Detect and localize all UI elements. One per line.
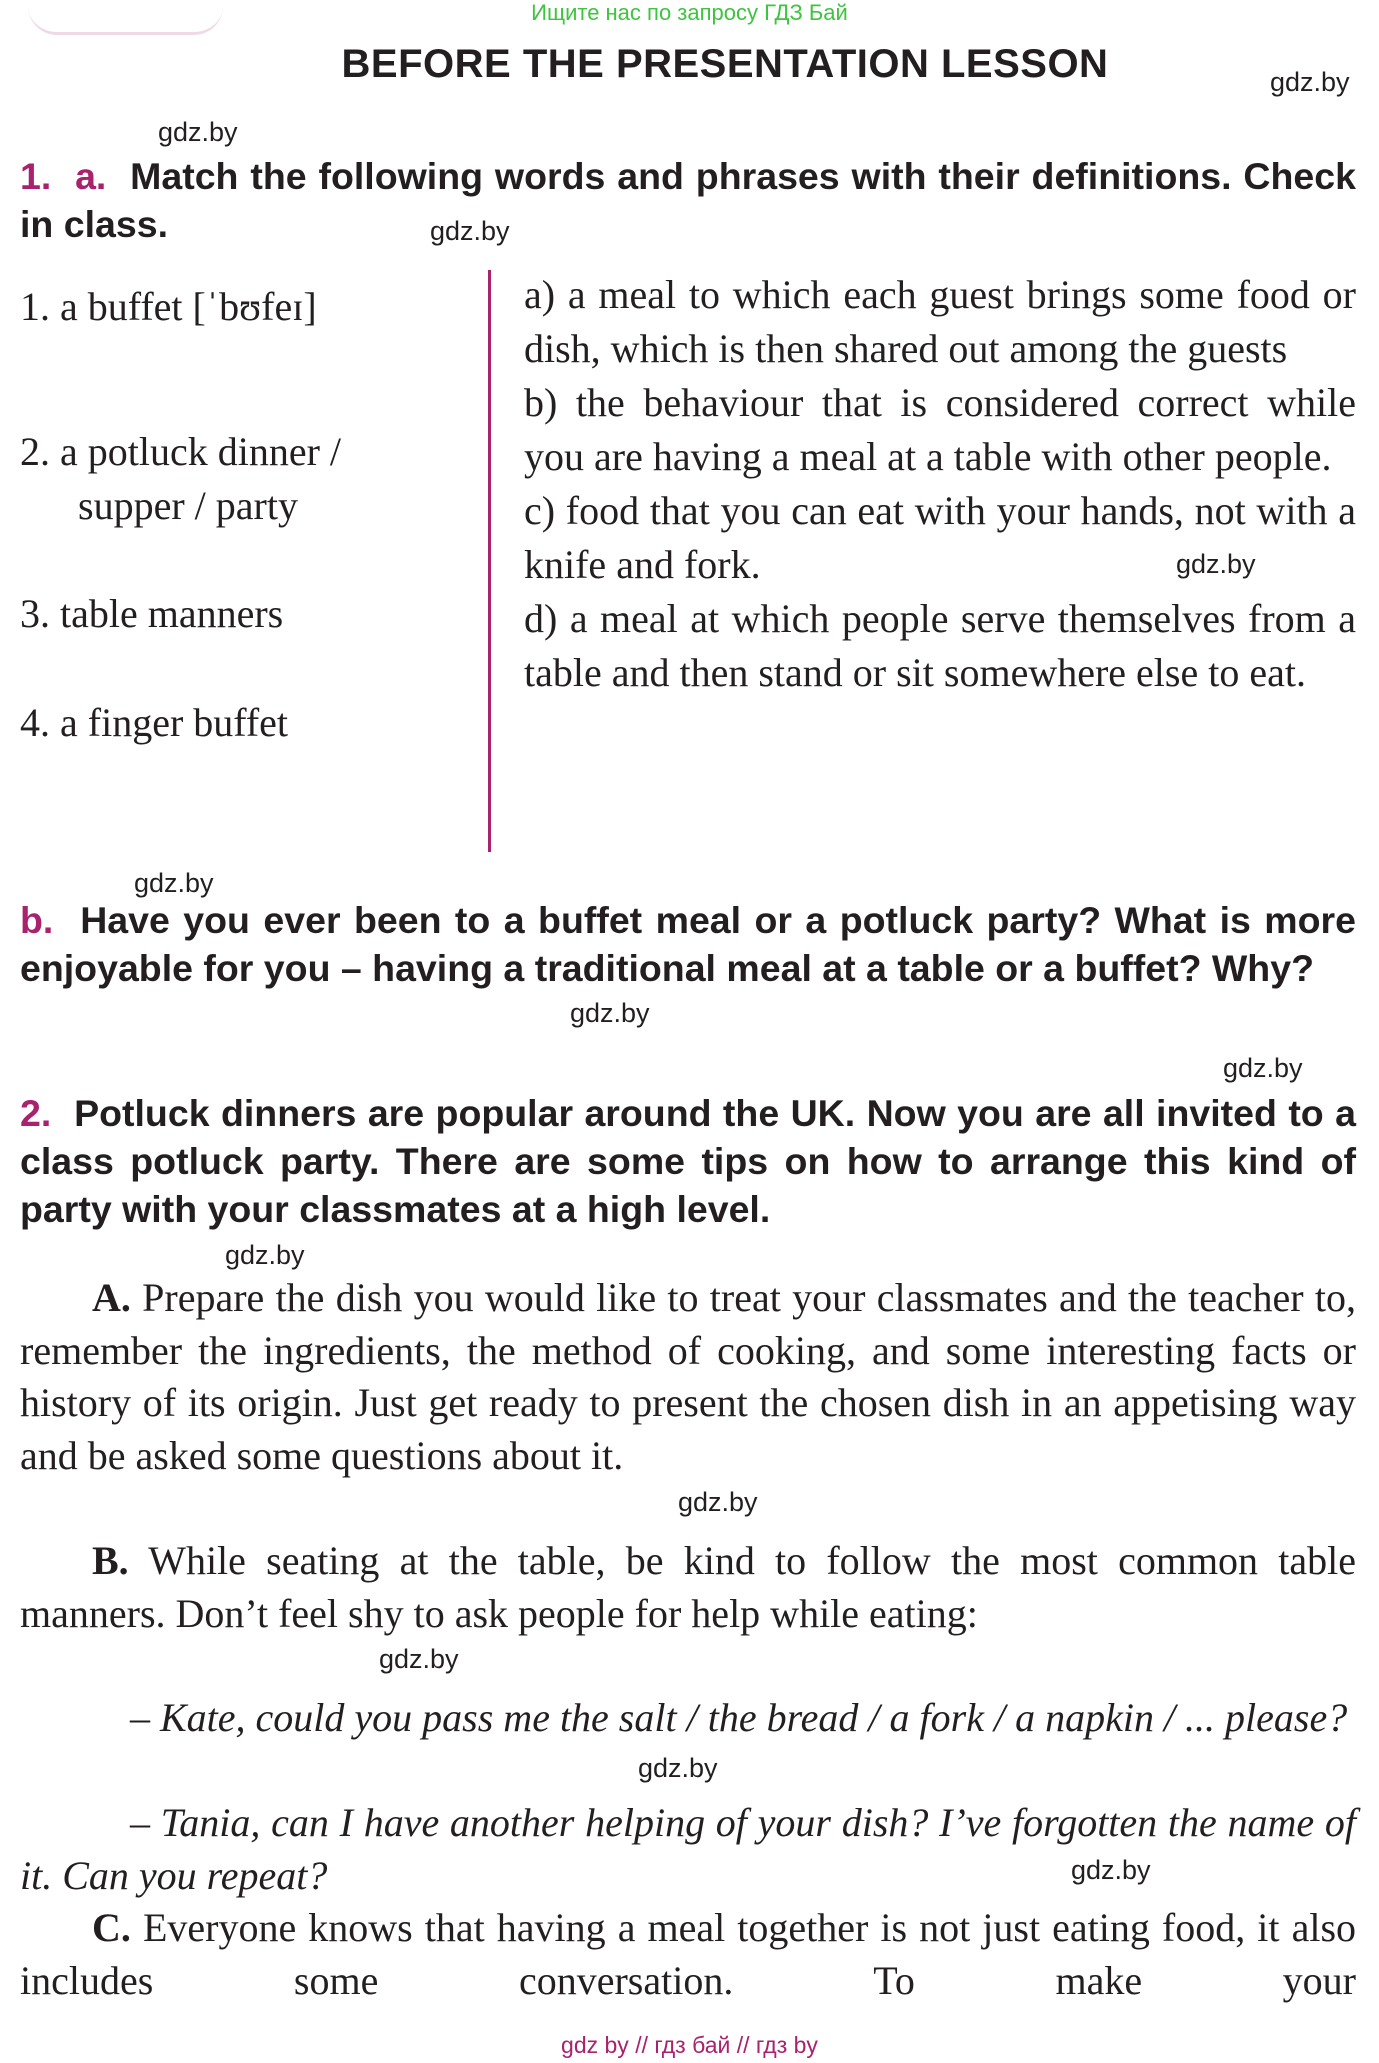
tip-paragraph-c [20,1902,1356,2007]
term-text: table manners [60,591,284,636]
exercise-number: 1. [20,155,52,197]
watermark: gdz.by [1270,67,1350,97]
definition-item [524,376,1356,484]
watermark: gdz.by [430,216,510,246]
definition-text: a meal at which people serve themselves from a table and then stand or sit somewhere else to eat. [524,596,1356,695]
page-title: BEFORE THE PRESENTATION LESSON [341,42,1109,86]
tip-label: C. [92,1905,131,1950]
dialogue-line: – Tania, can I have another helping of your dish? I’ve forgotten the name of it. Can you repeat? [20,1800,1356,1898]
watermark: gdz.by [1176,549,1256,579]
tip-paragraph-b [20,1535,1356,1640]
site-banner: Ищите нас по запросу ГДЗ Бай [531,0,848,25]
tip-paragraph-a [20,1272,1356,1482]
watermark: gdz.by [1071,1855,1151,1885]
term-number: 4. [20,700,50,745]
term-text: a finger buffet [60,700,289,745]
definition-letter: d) [524,596,558,641]
watermark: gdz.by [158,117,238,147]
definition-item [524,484,1356,592]
exercise-1a-instruction [20,152,1356,248]
watermark: gdz.by [379,1644,459,1674]
definitions-list [524,268,1356,700]
column-divider [488,270,491,852]
exercise-2-instruction [20,1089,1356,1233]
term-item [20,280,317,334]
definition-letter: c) [524,488,556,533]
definition-text: food that you can eat with your hands, not with a knife and fork. [524,488,1357,587]
term-text: a potluck dinner / [60,429,342,474]
watermark: gdz.by [570,998,650,1028]
watermark: gdz.by [1223,1053,1303,1083]
tip-label: B. [92,1538,129,1583]
term-text: a buffet [ˈbʊfeɪ] [60,284,317,329]
exercise-number: 2. [20,1092,52,1134]
definition-item [524,592,1356,700]
watermark: gdz.by [225,1240,305,1270]
definition-item [524,268,1356,376]
term-item [20,696,288,750]
tip-label: A. [92,1275,131,1320]
exercise-letter: a. [75,155,107,197]
watermark: gdz.by [678,1487,758,1517]
definition-text: the behaviour that is considered correct while you are having a meal at a table with other people. [524,380,1356,479]
tip-text: Everyone knows that having a meal together is not just eating food, it also includes some conversation. To make your [20,1905,1357,2003]
watermark: gdz.by [638,1753,718,1783]
exercise-1b-instruction [20,896,1356,992]
term-number: 2. [20,429,50,474]
definition-letter: b) [524,380,558,425]
exercise-text: Potluck dinners are popular around the UK. Now you are all invited to a class potluck party. There are some tips on how to arrange this kind of party with your classmates at a high level. [20,1092,1356,1230]
definition-letter: a) [524,272,556,317]
exercise-letter: b. [20,899,54,941]
term-item [20,425,341,533]
exercise-text: Have you ever been to a buffet meal or a potluck party? What is more enjoyable for you – having a traditional meal at a table or a buffet? Why? [20,899,1357,989]
tip-text: While seating at the table, be kind to follow the most common table manners. Don’t feel shy to ask people for help while eating: [20,1538,1357,1636]
definition-text: a meal to which each guest brings some food or dish, which is then shared out among the guests [524,272,1357,371]
term-number: 3. [20,591,50,636]
dialogue-line: – Kate, could you pass me the salt / the bread / a fork / a napkin / ... please? [130,1695,1348,1740]
tip-text: Prepare the dish you would like to treat your classmates and the teacher to, remember the ingredients, the method of cooking, and some interesting facts or history of its origin. Just get ready to present the chosen dish in an appetising way and be asked some questions about it. [20,1275,1356,1478]
term-text-continued: supper / party [78,483,298,528]
watermark: gdz.by [134,868,214,898]
footer-watermark: gdz by // гдз бай // гдз by [561,2032,818,2058]
term-number: 1. [20,284,50,329]
term-item [20,587,283,641]
exercise-text: Match the following words and phrases with their definitions. Check in class. [20,155,1356,245]
